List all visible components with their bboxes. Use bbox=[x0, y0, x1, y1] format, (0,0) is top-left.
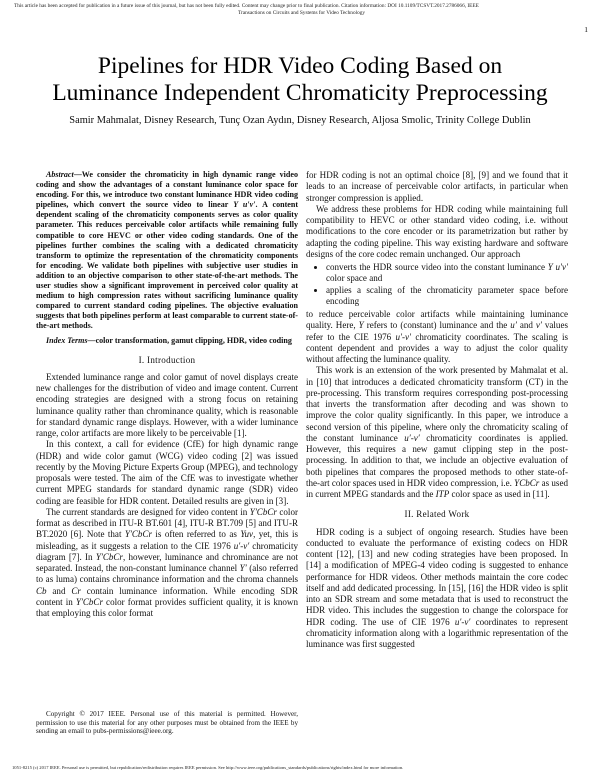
intro-continuation: for HDR coding is not an optimal choice [8], [9] and we found that it leads to an increase of perceivable color artifacts, in particular when stronger compression is applied. bbox=[306, 170, 568, 203]
math-run: Y′CbCr bbox=[95, 551, 123, 562]
math-run: u′ bbox=[510, 320, 517, 331]
section-heading-introduction: I. Introduction bbox=[138, 354, 196, 365]
math-run: YCbCr bbox=[514, 477, 540, 488]
copyright-notice: Copyright © 2017 IEEE. Personal use of this material is permitted. However, permission to use this material for any other purposes must be obtained from the IEEE by sending an email to pubs-permissions@ieee.org. bbox=[36, 710, 298, 736]
text-run: chromaticity coordinates is applied. However, this requires a new gamut clipping step in the post-processing. In addition to that, we include an objective evaluation of both pipelines that compares the proposed methods to other state-of-the-art color spaces used in HDR video compression, i.e. bbox=[306, 432, 568, 488]
author-list: Samir Mahmalat, Disney Research, Tunç Ozan Aydın, Disney Research, Aljosa Smolic, Trinity College Dublin bbox=[69, 115, 531, 126]
math-run: u′-v′ bbox=[233, 540, 250, 551]
intro-paragraph-3 bbox=[36, 507, 298, 620]
title-line-1: Pipelines for HDR Video Coding Based on bbox=[97, 53, 503, 79]
page-number: 1 bbox=[584, 25, 588, 34]
math-run: Cr bbox=[71, 585, 81, 596]
math-run: Y′CbCr bbox=[124, 529, 152, 540]
text-run: chromaticity diagram [7]. In bbox=[36, 540, 298, 562]
math-run: u′-v′ bbox=[395, 331, 412, 342]
abstract-text-1: —We consider the chromaticity in high dynamic range video coding and show the advantages of a constant luminance color space for encoding. For this, we introduce two constant luminance HDR video coding pipelines, which convert the source video to linear bbox=[36, 170, 298, 210]
title-line-2: Luminance Independent Chromaticity Preprocessing bbox=[52, 80, 548, 106]
list-item bbox=[326, 262, 568, 285]
intro-paragraph-1: Extended luminance range and color gamut of novel displays create new challenges for the distribution of video and image content. Current encoding strategies are designed with a strong focus on retaining luminance quality rather than chrominance quality, which is reasonable for standard dynamic range displays. However, with a wider luminance range, color artifacts are more likely to be perceivable [1]. bbox=[36, 371, 298, 439]
text-run: refers to (constant) luminance and the bbox=[363, 320, 511, 331]
text-run: to reduce perceivable color artifacts while maintaining luminance quality. Here, bbox=[306, 309, 568, 331]
math-run: v′ bbox=[535, 320, 542, 331]
intro-paragraph-5 bbox=[306, 309, 568, 365]
text-run: and bbox=[46, 585, 72, 596]
abstract bbox=[36, 170, 298, 332]
index-terms-lead: Index Terms bbox=[46, 335, 88, 345]
text-run: contain luminance information. While encoding SDR content in bbox=[36, 585, 298, 607]
math-run: ITP bbox=[435, 489, 450, 499]
journal-banner bbox=[14, 3, 589, 17]
math-run: Yuv bbox=[240, 529, 254, 540]
abstract-lead: Abstract bbox=[46, 170, 74, 179]
math-run: Y′ bbox=[239, 563, 247, 574]
index-terms bbox=[36, 336, 298, 346]
banner-line-1: This article has been accepted for publication in a future issue of this journal, but has not been fully edited. Content may change prior to final publication. Citation information: DOI 10.1109/TCSVT.2017.2786066, IEEE bbox=[14, 3, 479, 9]
text-run: and bbox=[516, 320, 536, 331]
text-run: as used in current MPEG standards and the bbox=[306, 477, 568, 499]
text-run: color format as described in ITU-R BT.601 [4], ITU-R BT.709 [5] and ITU-R BT.2020 [6]. Note that bbox=[36, 506, 298, 540]
math-run: Y bbox=[358, 320, 364, 331]
approach-list bbox=[306, 262, 568, 307]
text-run: The current standards are designed for video content in bbox=[46, 506, 250, 517]
banner-line-2: Transactions on Circuits and Systems for Video Technology bbox=[237, 10, 366, 17]
text-run: (also referred to as luma) contains chrominance information and the chroma channels bbox=[36, 563, 298, 585]
list-item: • applies a scaling of the chromaticity parameter space before encoding bbox=[326, 285, 568, 308]
intro-paragraph-2: In this context, a call for evidence (CfE) for high dynamic range (HDR) and wide color gamut (WCG) video coding [2] was issued recently by the Moving Picture Experts Group (MPEG), and technology proposals were tested. The aim of the CfE was to investigate whether current MPEG standards for standard dynamic range (SDR) video coding are feasible for HDR content. Detailed results are given in [3]. bbox=[36, 439, 298, 506]
related-work-paragraph-1 bbox=[306, 527, 568, 651]
abstract-text-2: . A content dependent scaling of the chromaticity components serves as color quality parameter. This reduces perceivable color artifacts while remaining fully compatible to core HEVC or other video coding standards. One of the pipelines further combines the scaling with a dedicated chromaticity transform to optimize the representation of the chromaticity components for encoding. We validate both pipelines with subjective user studies in addition to an objective comparison to other state-of-the-art methods. The user studies show a significant improvement in perceived color quality at medium to high compression rates without sacrificing luminance quality compared to current standard coding pipelines. The objective evaluation suggests that both pipelines perform at least comparable to current state-of-the-art methods. bbox=[36, 200, 298, 331]
intro-paragraph-6 bbox=[306, 365, 568, 500]
index-terms-text: —color transformation, gamut clipping, HDR, video coding bbox=[87, 335, 292, 345]
text-run: converts the HDR source video into the constant luminance bbox=[326, 262, 548, 272]
section-heading-related-work: II. Related Work bbox=[404, 509, 470, 520]
text-run: color space as used in [11]. bbox=[449, 489, 550, 499]
math-run: u′-v′ bbox=[404, 432, 420, 443]
text-run: is often referred to as bbox=[152, 529, 241, 540]
text-run: coordinates to represent chromaticity information along with a logarithmic representation of the luminance was first suggested bbox=[306, 616, 568, 649]
paper-title bbox=[0, 53, 600, 107]
text-run: color space and bbox=[326, 273, 383, 284]
text-run: , yet, this is misleading, as it suggests a relation to the CIE 1976 bbox=[36, 529, 298, 551]
math-run: Cb bbox=[36, 585, 47, 596]
intro-paragraph-4: We address these problems for HDR coding while maintaining full compatibility to HEVC or other standard video coding, i.e. without modifications to the core encoder or its parametrization but rather by adapting the coding pipeline. This way existing hardware and software designs of the core codec remain unchanged. Our approach bbox=[306, 203, 568, 259]
text-run: , however, luminance and chrominance are not separated. Instead, the non-constant luminance channel bbox=[36, 551, 298, 574]
right-column bbox=[306, 170, 568, 650]
page-footer: 1051-8215 (c) 2017 IEEE. Personal use is permitted, but republication/redistribution requires IEEE permission. See http://www.ieee.org/publications_standards/publications/rights/index.html for more information. bbox=[12, 765, 404, 770]
math-run: Y′CbCr bbox=[249, 506, 277, 517]
text-run: color format provides sufficient quality, it is known that employing this color format bbox=[36, 596, 298, 619]
left-column bbox=[36, 170, 298, 619]
text-run: This work is an extension of the work presented by Mahmalat et al. in [10] that introduces a dedicated chromaticity transform (CT) in the pre-processing. This transform requires corresponding post-processing that inverts the transformation after decoding and was shown to improve the color quality significantly. In this paper, we introduce a second version of this pipeline, where only the chromaticity scaling of the constant luminance bbox=[306, 365, 568, 443]
text-run: values refer to the CIE 1976 bbox=[306, 320, 568, 342]
text-run: HDR coding is a subject of ongoing research. Studies have been conducted to evaluate the performance of existing codecs on HDR content [12], [13] and new coding strategies have been proposed. In [14] a modification of MPEG-4 video coding is suggested to enhance performance for HDR videos. Other methods maintain the core codec itself and add dedicated processing. In [15], [16] the HDR video is split into an SDR stream and some metadata that is used to reconstruct the HDR video. This includes the suggestion to change the colorspace for HDR coding. The use of CIE 1976 bbox=[306, 526, 568, 627]
text-run: chromaticity coordinates. The scaling is content dependent and provides a way to adjust the color quality without affecting the luminance quality. bbox=[306, 331, 568, 364]
math-run: Y′CbCr bbox=[75, 596, 103, 607]
math-run: Y u′v′ bbox=[547, 262, 568, 272]
abstract-math: Y u′v′ bbox=[233, 200, 256, 210]
math-run: u′-v′ bbox=[454, 616, 471, 627]
